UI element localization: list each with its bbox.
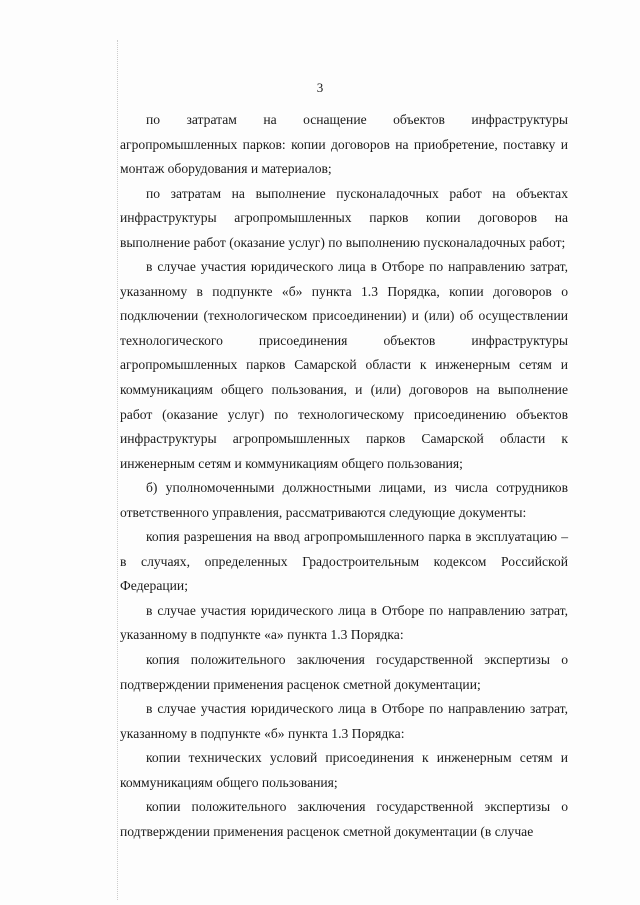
paragraph-commissioning-permit: копия разрешения на ввод агропромышленного парка в эксплуатацию – в случаях, определенных Градостроительным кодексом Российской Федерации;: [120, 529, 568, 594]
paragraph-commissioning-costs: по затратам на выполнение пусконаладочных работ на объектах инфраструктуры агропромышленных парков копии договоров на выполнение работ (оказание услуг) по выполнению пусконаладочных работ;: [120, 185, 568, 250]
paragraph-officials-review: б) уполномоченными должностными лицами, из числа сотрудников ответственного управления, рассматриваются следующие документы:: [120, 480, 568, 520]
paragraph-expertise-conclusion: копия положительного заключения государственной экспертизы о подтверждении применения расценок сметной документации;: [120, 652, 568, 692]
document-body: [120, 108, 568, 844]
paragraph-connection-contracts: в случае участия юридического лица в Отборе по направлению затрат, указанному в подпункте «б» пункта 1.3 Порядка, копии договоров о подключении (технологическом присоединении) и (или) об осуществлении технологического присоединения объектов инфраструктуры агропромышленных парков Самарской области к инженерным сетям и коммуникациям общего пользования, и (или) договоров на выполнение работ (оказание услуг) по технологическому присоединению объектов инфраструктуры агропромышленных парков Самарской области к инженерным сетям и коммуникациям общего пользования;: [120, 259, 568, 471]
scan-margin-line: [117, 40, 118, 900]
paragraph-expertise-conclusion-2: копии положительного заключения государственной экспертизы о подтверждении применения расценок сметной документации (в случае: [120, 799, 568, 839]
paragraph-equipment-costs: по затратам на оснащение объектов инфраструктуры агропромышленных парков: копии договоров на приобретение, поставку и монтаж оборудования и материалов;: [120, 112, 568, 177]
paragraph-subpoint-a: в случае участия юридического лица в Отборе по направлению затрат, указанному в подпункте «а» пункта 1.3 Порядка:: [120, 602, 568, 643]
paragraph-technical-conditions: копии технических условий присоединения к инженерным сетям и коммуникациям общего пользования;: [120, 750, 568, 790]
page-number: 3: [316, 80, 324, 95]
paragraph-subpoint-b: в случае участия юридического лица в Отборе по направлению затрат, указанному в подпункте «б» пункта 1.3 Порядка:: [120, 701, 568, 741]
